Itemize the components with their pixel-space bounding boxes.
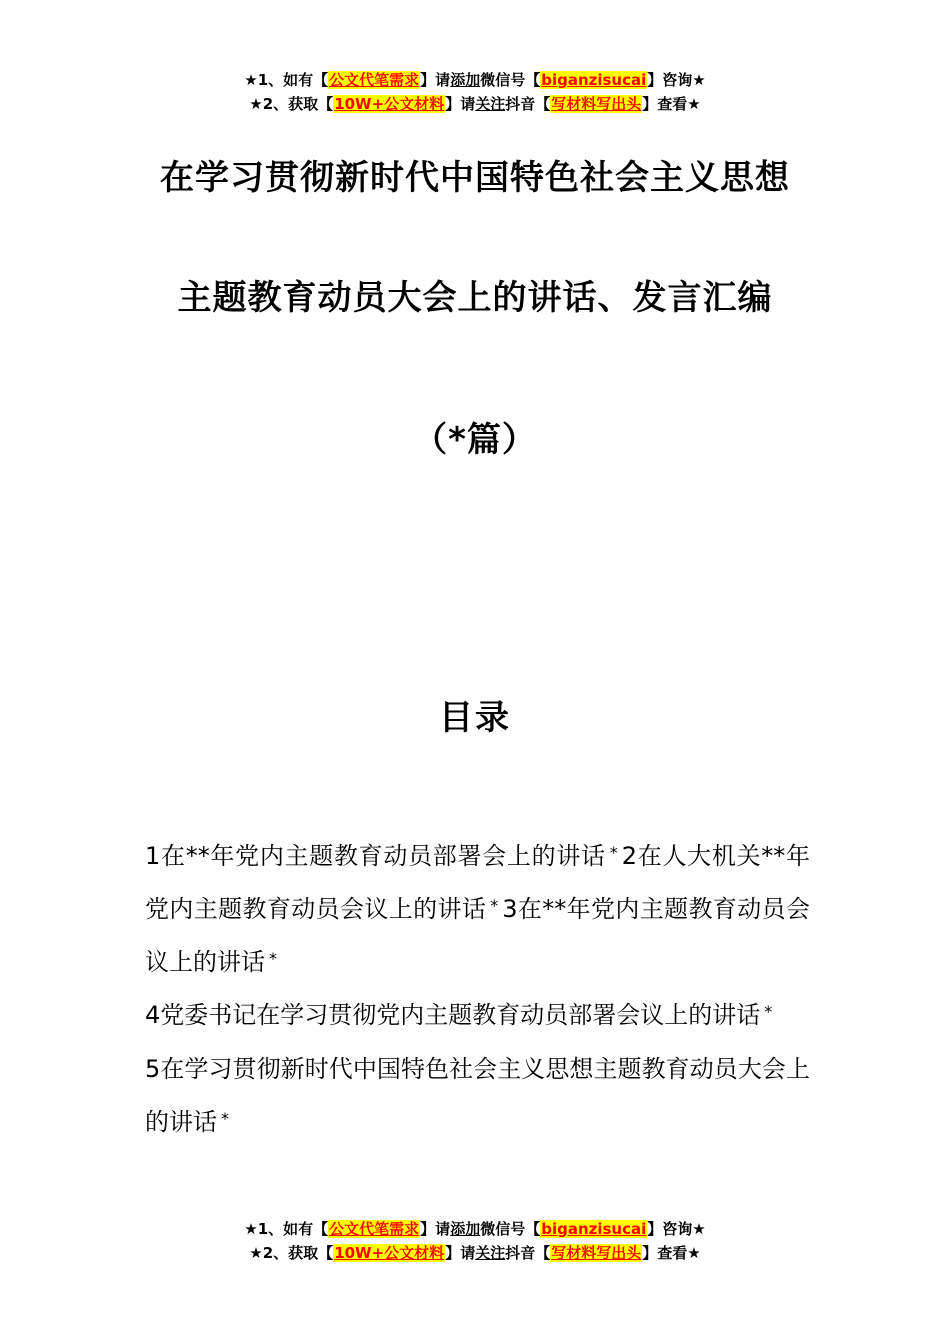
promo-header — [0, 68, 950, 116]
promo-line-2 — [0, 92, 950, 116]
toc-item-mark: * — [609, 843, 618, 862]
toc-item-mark: * — [221, 1109, 229, 1128]
toc-item-mark: * — [490, 896, 499, 915]
promo-text: 】咨询★ — [647, 71, 706, 89]
toc-heading: 目录 — [439, 698, 511, 738]
promo-text: 】查看★ — [642, 1244, 701, 1262]
promo-text: ★1、如有【 — [244, 71, 329, 89]
document-title-line-2: 主题教育动员大会上的讲话、发言汇编 — [177, 278, 773, 318]
promo-text: 】请 — [445, 1244, 476, 1262]
promo-highlight-douyin-id: 写材料写出头 — [551, 95, 642, 113]
promo-highlight-materials: 10W+公文材料 — [334, 1244, 445, 1262]
promo-line-1 — [0, 68, 950, 92]
promo-text: 】请 — [420, 71, 451, 89]
document-title-count: （*篇） — [413, 420, 537, 460]
promo-underlined-text: 关注 — [475, 1244, 506, 1262]
promo-highlight-materials: 10W+公文材料 — [334, 95, 445, 113]
promo-footer — [0, 1217, 950, 1265]
toc-item-mark: * — [269, 949, 277, 968]
promo-highlight-wechat-id: biganzisucai — [541, 71, 647, 89]
toc-item-label: 5在学习贯彻新时代中国特色社会主义思想主题教育动员大会上的讲话 — [145, 1055, 810, 1136]
promo-highlight-service: 公文代笔需求 — [329, 1220, 420, 1238]
promo-underlined-text: 关注 — [475, 95, 506, 113]
promo-text: ★2、获取【 — [249, 95, 334, 113]
toc-item-label: 2在人大机关**年党内主题教育动员会议上的讲话 — [145, 842, 810, 923]
promo-underlined-text: 添加 — [450, 71, 481, 89]
promo-text: 】查看★ — [642, 95, 701, 113]
toc-item-label: 3在**年党内主题教育动员会议上的讲话 — [145, 895, 810, 976]
promo-text: 】请 — [445, 95, 476, 113]
toc-item-label: 1在**年党内主题教育动员部署会上的讲话 — [145, 842, 606, 870]
promo-line-2 — [0, 1241, 950, 1265]
promo-text: 抖音【 — [505, 1244, 551, 1262]
promo-highlight-service: 公文代笔需求 — [329, 71, 420, 89]
document-title-line-1: 在学习贯彻新时代中国特色社会主义思想 — [160, 158, 790, 198]
toc-list — [145, 828, 810, 1147]
promo-text: 】咨询★ — [647, 1220, 706, 1238]
promo-text: 微信号【 — [480, 1220, 541, 1238]
toc-item-4[interactable] — [145, 987, 810, 1040]
toc-item-5[interactable] — [145, 1044, 810, 1147]
promo-text: ★1、如有【 — [244, 1220, 329, 1238]
toc-item-1[interactable] — [145, 842, 622, 870]
toc-item-mark: * — [764, 1002, 773, 1021]
promo-text: ★2、获取【 — [249, 1244, 334, 1262]
promo-highlight-wechat-id: biganzisucai — [541, 1220, 647, 1238]
promo-text: 抖音【 — [505, 95, 551, 113]
promo-underlined-text: 添加 — [450, 1220, 481, 1238]
promo-text: 微信号【 — [480, 71, 541, 89]
promo-highlight-douyin-id: 写材料写出头 — [551, 1244, 642, 1262]
promo-text: 】请 — [420, 1220, 451, 1238]
toc-item-label: 4党委书记在学习贯彻党内主题教育动员部署会议上的讲话 — [145, 1001, 761, 1029]
promo-line-1 — [0, 1217, 950, 1241]
